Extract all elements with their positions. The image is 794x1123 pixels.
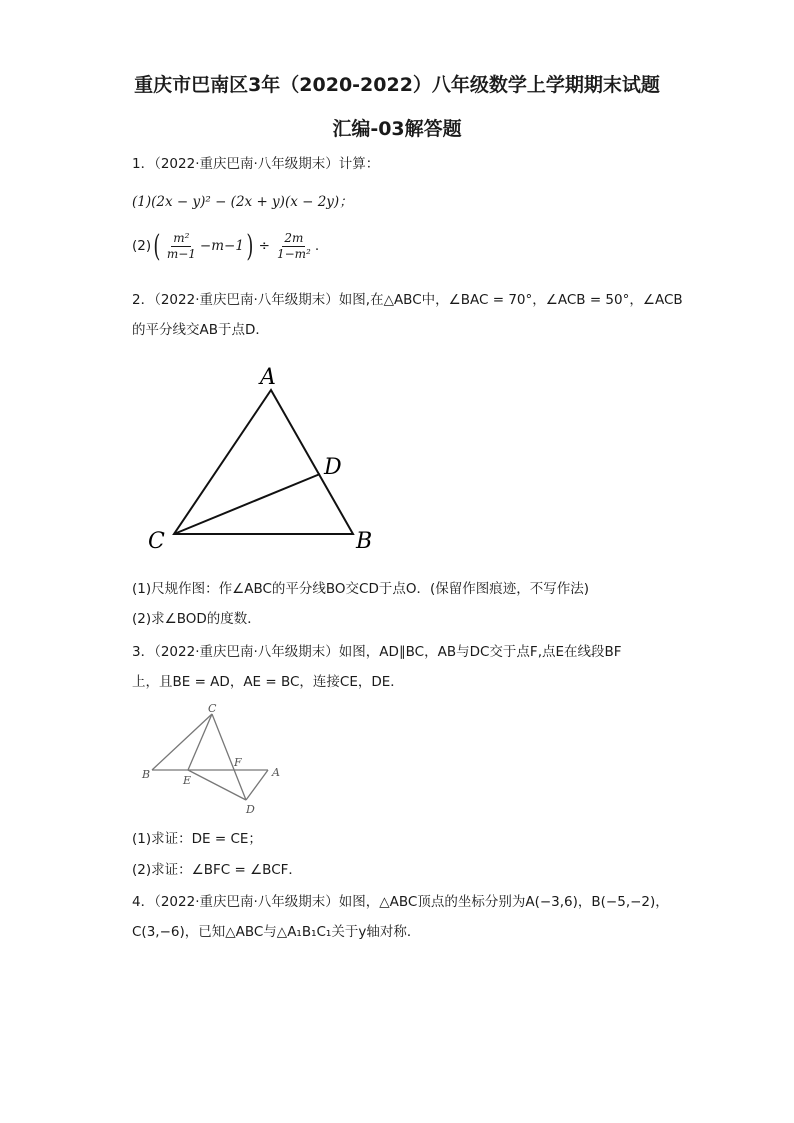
q1-part1-expr: (1)(2x − y)² − (2x + y)(x − 2y)； <box>132 194 353 210</box>
divide-sign: ÷ <box>258 238 270 254</box>
page-title-line2: 汇编-03解答题 <box>332 118 462 140</box>
label-c: C <box>148 529 165 554</box>
q1-fraction-2 <box>275 231 313 262</box>
fig3-label-a: A <box>272 766 280 779</box>
q1-part2-label: (2) <box>132 238 152 254</box>
frac1-numerator: m² <box>173 230 190 245</box>
bisector-cd <box>174 474 320 534</box>
q2-part1: (1)尺规作图：作∠ABC的平分线BO交CD于点O．(保留作图痕迹，不写作法) <box>132 581 590 597</box>
label-a: A <box>260 365 276 390</box>
label-b: B <box>356 529 373 554</box>
right-paren: ) <box>246 228 254 264</box>
page-title-line1: 重庆市巴南区3年（2020-2022）八年级数学上学期期末试题 <box>134 74 660 96</box>
q1-part2-mid: −m−1 <box>199 238 244 254</box>
fig3-label-b: B <box>142 768 151 781</box>
q1-stem: 1．（2022·重庆巴南·八年级期末）计算： <box>132 156 380 172</box>
q4-stem-line1: 4．（2022·重庆巴南·八年级期末）如图，△ABC顶点的坐标分别为A(−3,6)，B(−5,−2)， <box>132 894 669 910</box>
q3-part1: (1)求证：DE = CE； <box>132 831 262 847</box>
frac2-denominator: 1−m² <box>276 246 311 261</box>
frac2-numerator: 2m <box>284 230 304 245</box>
fig3-label-d: D <box>246 803 255 816</box>
frac1-denominator: m−1 <box>166 246 196 261</box>
q3-stem-line2: 上，且BE = AD，AE = BC，连接CE，DE． <box>132 674 404 690</box>
q2-triangle-figure <box>140 360 400 555</box>
q1-part2 <box>132 226 319 266</box>
q2-stem-line1: 2．（2022·重庆巴南·八年级期末）如图,在△ABC中，∠BAC = 70°，∠ACB = 50°，∠ACB <box>132 292 683 308</box>
q3-figure <box>140 700 290 820</box>
q2-stem-line2: 的平分线交AB于点D． <box>132 322 269 338</box>
left-paren: ( <box>153 228 161 264</box>
q1-part1 <box>132 190 353 210</box>
q3-part2: (2)求证：∠BFC = ∠BCF． <box>132 862 302 878</box>
q2-part2: (2)求∠BOD的度数． <box>132 611 261 627</box>
q1-part2-end: . <box>314 238 320 254</box>
q1-fraction-1 <box>165 231 198 262</box>
q3-stem-line1: 3．（2022·重庆巴南·八年级期末）如图，AD∥BC，AB与DC交于点F,点E在线段BF <box>132 644 622 660</box>
fig3-label-e: E <box>183 774 192 787</box>
fig3-label-f: F <box>234 756 242 769</box>
fig3-label-c: C <box>208 702 217 715</box>
q4-stem-line2: C(3,−6)，已知△ABC与△A₁B₁C₁关于y轴对称． <box>132 924 421 940</box>
label-d: D <box>324 455 342 480</box>
